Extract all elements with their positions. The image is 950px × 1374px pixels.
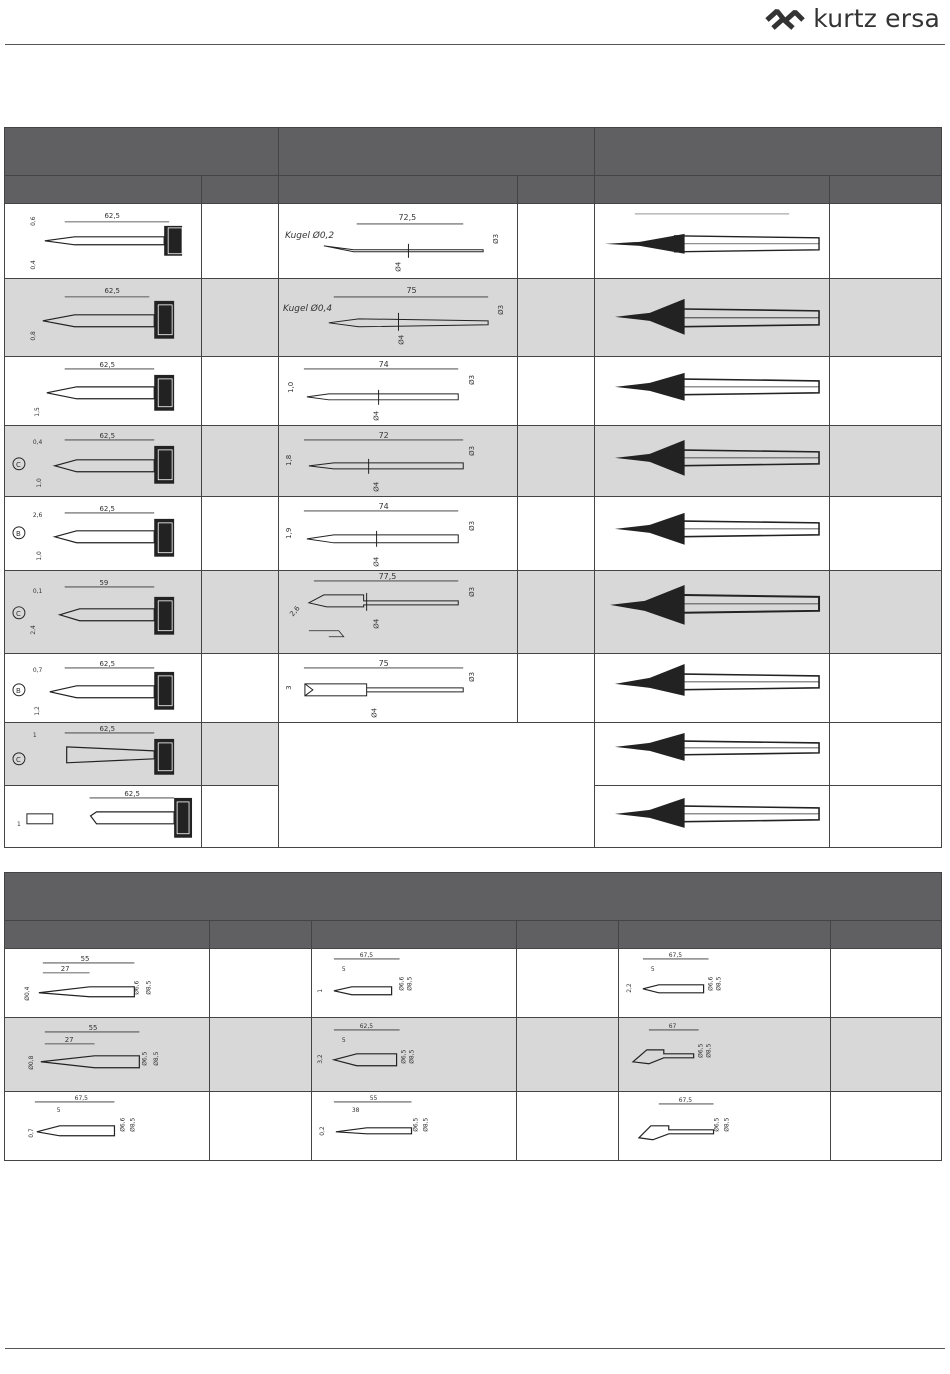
tip-drawing — [595, 426, 829, 496]
table-row — [5, 1017, 942, 1092]
shank-dim-1: Ø6,5 — [412, 1117, 420, 1133]
shank-dim-2: Ø8,5 — [422, 1117, 430, 1133]
tip-width: 3 — [284, 685, 293, 690]
tip-diameter: Ø3 — [468, 672, 477, 682]
tip-dim-d: 1,2 — [33, 706, 41, 716]
tip-diameter: Ø3 — [468, 520, 477, 531]
shank-diameter: Ø4 — [372, 411, 381, 422]
shank-dim-2: Ø8,5 — [129, 1117, 137, 1133]
tip-drawing — [5, 497, 201, 571]
tip-length: 77,5 — [378, 572, 397, 582]
tip-length: 74 — [378, 360, 389, 370]
tip-dim-t: 1 — [16, 820, 21, 828]
shank-dim-1: Ø6,6 — [133, 980, 141, 995]
tip-dim-d: 1,5 — [33, 407, 41, 418]
tip-diameter: Ø3 — [468, 446, 477, 456]
tip-drawing — [595, 357, 829, 425]
tip-length: 55 — [369, 1095, 378, 1103]
tip-type-mark: C — [15, 755, 21, 764]
tip-length-2: 5 — [56, 1107, 61, 1115]
tip-drawing — [279, 357, 517, 425]
tip-drawing — [595, 279, 829, 357]
tip-length: 62,5 — [99, 432, 116, 441]
tip-dim-t: 0,1 — [32, 588, 43, 596]
table-row — [5, 357, 942, 426]
tip-drawing — [5, 1092, 209, 1160]
tip-length-2: 27 — [60, 964, 70, 973]
tip-drawing — [5, 654, 201, 722]
tip-drawing — [595, 723, 829, 785]
tip-width: 1,9 — [284, 527, 293, 539]
tip-length-2: 5 — [650, 965, 655, 973]
tip-length: 74 — [378, 501, 389, 511]
table-row — [5, 426, 942, 497]
brand-name: kurtz ersa — [813, 4, 940, 33]
tip-drawing — [279, 654, 517, 722]
soldering-tips-table-1 — [4, 127, 942, 848]
tip-diameter: Ø3 — [468, 375, 477, 386]
tip-length: 62,5 — [359, 1022, 374, 1030]
tip-drawing — [5, 1018, 209, 1092]
tip-type-mark: B — [15, 529, 21, 538]
shank-dim-1: Ø6,5 — [141, 1051, 149, 1066]
tip-dim-d: 1,0 — [35, 550, 43, 561]
tip-length-2: 5 — [341, 1036, 346, 1044]
tip-length: 62,5 — [99, 724, 116, 733]
shank-dim-1: Ø6,6 — [398, 976, 406, 991]
tip-dim-d: 1 — [316, 988, 324, 993]
tip-width: 1,0 — [286, 382, 295, 394]
shank-dim-1: Ø6,5 — [713, 1117, 721, 1133]
tip-dim-d: Ø0,4 — [23, 986, 31, 1001]
shank-dim-2: Ø8,5 — [705, 1043, 713, 1058]
table-row — [5, 204, 942, 279]
header-divider — [5, 44, 945, 45]
tip-length: 67,5 — [668, 951, 683, 959]
shank-dim-2: Ø8,5 — [408, 1049, 416, 1064]
tip-drawing — [595, 654, 829, 722]
footer-divider — [5, 1348, 945, 1349]
tip-diameter: Ø3 — [492, 233, 501, 244]
tip-drawing — [312, 1092, 516, 1160]
tip-diameter: Ø3 — [468, 587, 477, 598]
tip-drawing — [5, 426, 201, 496]
tip-dim-d: 0,7 — [27, 1128, 35, 1139]
tip-drawing — [619, 949, 830, 1017]
tip-dim-t: 0,6 — [29, 216, 37, 226]
tip-drawing — [312, 949, 516, 1017]
tip-length: 67,5 — [359, 951, 374, 959]
shank-diameter: Ø4 — [372, 481, 381, 492]
shank-dim-2: Ø8,5 — [723, 1117, 731, 1133]
table-row — [5, 571, 942, 654]
tip-drawing — [595, 571, 829, 653]
tip-drawing — [5, 279, 201, 357]
table-row — [5, 496, 942, 571]
tip-dim-t: 0,4 — [32, 439, 43, 447]
tip-length-2: 5 — [341, 965, 346, 973]
shank-dim-1: Ø6,5 — [697, 1043, 705, 1058]
table2-subheader-row — [5, 921, 942, 949]
shank-dim-1: Ø6,5 — [400, 1049, 408, 1064]
tip-length-2: 38 — [351, 1107, 360, 1115]
tip-drawing — [279, 279, 517, 357]
tip-dim-t: 0,7 — [32, 667, 43, 675]
table1-header-row — [5, 128, 942, 176]
shank-dim-1: Ø6,6 — [707, 976, 715, 991]
kugel-label: Kugel Ø0,2 — [284, 230, 335, 241]
tip-length: 59 — [99, 579, 109, 588]
tip-diameter: Ø3 — [497, 304, 506, 315]
table2-header-row — [5, 873, 942, 921]
tip-length: 62,5 — [104, 286, 120, 295]
tip-drawing — [595, 497, 829, 571]
shank-diameter: Ø4 — [372, 556, 381, 567]
tip-length: 62,5 — [99, 660, 116, 669]
tip-dim-d: 0,2 — [318, 1126, 326, 1137]
tip-length: 67 — [668, 1022, 677, 1030]
tip-drawing — [619, 1018, 830, 1092]
table-row — [5, 949, 942, 1018]
tip-length: 75 — [406, 285, 417, 295]
tip-length: 55 — [88, 1023, 98, 1032]
tip-type-mark: B — [15, 686, 21, 695]
tip-drawing — [5, 357, 201, 425]
tip-dim-t: 1 — [32, 731, 37, 739]
tip-length: 62,5 — [104, 211, 120, 220]
tip-drawing — [5, 571, 201, 653]
tip-length: 75 — [378, 659, 389, 669]
shank-dim-2: Ø8,5 — [715, 976, 723, 991]
tip-length: 72 — [378, 431, 389, 441]
tip-length: 55 — [80, 954, 90, 963]
shank-dim-1: Ø6,6 — [119, 1117, 127, 1133]
table-row — [5, 654, 942, 723]
kurtz-ersa-logo-icon — [765, 6, 805, 32]
tip-dim-d: 3,2 — [316, 1053, 324, 1064]
shank-diameter: Ø4 — [370, 707, 379, 718]
tip-length-2: 27 — [64, 1035, 74, 1044]
tip-dim-d: 2,4 — [29, 625, 37, 636]
shank-dim-2: Ø8,5 — [153, 1051, 161, 1066]
tip-length: 72,5 — [398, 212, 417, 222]
tip-length: 67,5 — [74, 1095, 88, 1103]
tip-drawing — [312, 1018, 516, 1092]
tip-length: 67,5 — [678, 1097, 693, 1105]
tip-drawing — [619, 1092, 830, 1160]
tip-drawing — [279, 426, 517, 496]
shank-diameter: Ø4 — [397, 334, 406, 345]
table1-subheader-row — [5, 176, 942, 204]
tip-drawing — [279, 204, 517, 278]
tip-dim-t: 2,6 — [32, 511, 43, 519]
table-row — [5, 1092, 942, 1161]
tip-dim-d: 2,2 — [625, 983, 633, 993]
tip-dim-d: Ø0,8 — [27, 1055, 35, 1070]
shank-dim-2: Ø8,5 — [145, 980, 153, 995]
tip-length: 62,5 — [124, 789, 140, 798]
tip-dim-d: 0,8 — [29, 330, 37, 341]
soldering-tips-table-2 — [4, 872, 942, 1161]
shank-dim-2: Ø8,5 — [406, 976, 414, 991]
tip-length: 62,5 — [99, 361, 116, 370]
tip-drawing — [279, 571, 517, 653]
empty-cell — [279, 722, 595, 847]
tip-drawing — [5, 204, 201, 278]
tip-drawing — [5, 949, 209, 1017]
tip-drawing — [279, 497, 517, 571]
table-row — [5, 278, 942, 357]
tip-length: 62,5 — [99, 504, 116, 513]
kugel-label: Kugel Ø0,4 — [282, 303, 333, 314]
tip-width: 2,6 — [288, 604, 302, 619]
tip-drawing — [5, 786, 201, 848]
tip-dim-d: 1,0 — [35, 478, 43, 488]
tip-type-mark: C — [15, 610, 21, 619]
tip-dim-d: 0,4 — [29, 260, 37, 270]
shank-diameter: Ø4 — [372, 619, 381, 630]
tip-type-mark: C — [15, 460, 21, 469]
brand-header — [765, 4, 940, 33]
shank-diameter: Ø4 — [394, 261, 403, 272]
tip-drawing — [595, 204, 829, 278]
table-row — [5, 722, 942, 785]
tip-drawing — [5, 723, 201, 785]
tip-drawing — [595, 786, 829, 848]
tip-width: 1,8 — [284, 454, 293, 466]
